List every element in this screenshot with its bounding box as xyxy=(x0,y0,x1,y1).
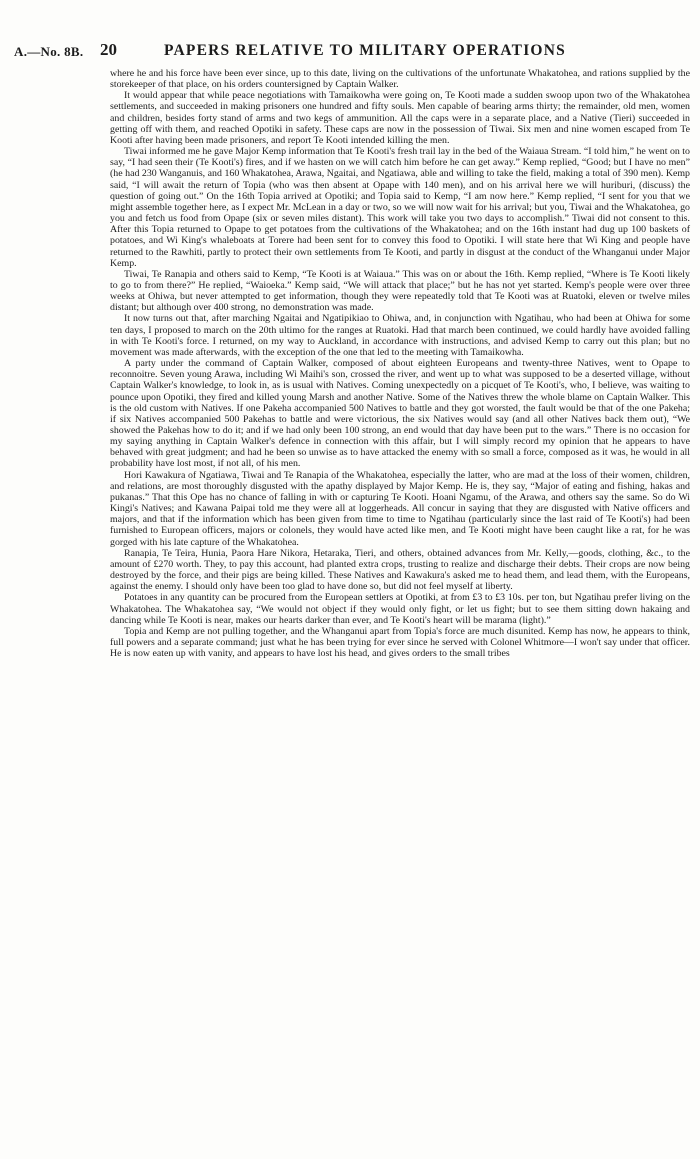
page-number: 20 xyxy=(100,40,117,59)
page-header xyxy=(14,42,690,62)
paragraph: It would appear that while peace negotiations with Tamaikowha were going on, Te Kooti made a sudden swoop upon two of the Whakatohea settlements, and succeeded in making prisoners one hundred and fifty souls. Men capable of bearing arms thirty; the remainder, old men, women and children, besides forty stand of arms and two kegs of ammunition. All the caps were in a separate place, and a Native (Tieri) succeeded in getting off with them, and reached Opotiki in safety. These caps are now in the possession of Tiwai. Six men and nine women escaped from Te Kooti after having been made prisoners, and report Te Kooti intended killing the men. xyxy=(110,90,690,146)
paragraph: Hori Kawakura of Ngatiawa, Tiwai and Te Ranapia of the Whakatohea, especially the latter, who are mad at the loss of their women, children, and relations, are most thoroughly disgusted with the apathy displayed by Major Kemp. He is, they say, “Major of eating and fishing, hakas and pukanas.” That this Ope has no chance of falling in with or capturing Te Kooti. Hoani Ngamu, of the Arawa, and others say the same. So do Wi Kingi's Natives; and Kawana Paipai told me they were all at loggerheads. All concur in saying that they are disgusted with Native officers and majors, and that if the information which has been given from time to time to Ngatihau (particularly since the last raid of Te Kooti's) had been furnished to European officers, majors or colonels, they would have acted like men, and Te Kooti might have been caught like a rat, for he was gorged with his late capture of the Whakatohea. xyxy=(110,469,690,548)
paragraph: Potatoes in any quantity can be procured from the European settlers at Opotiki, at from £3 to £3 10s. per ton, but Ngatihau prefer living on the Whakatohea. The Whakatohea say, “We would not object if they would only fight, or let us fight; but to see them sitting down hakaing and dancing while Te Kooti is near, makes our hearts darker than ever, and Te Kooti's heart will be marama (light).” xyxy=(110,592,690,626)
paragraph: A party under the command of Captain Walker, composed of about eighteen Europeans and twenty-three Natives, went to Opape to reconnoitre. Seven young Arawa, including Wi Maihi's son, crossed the river, and went up to what was supposed to be a deserted village, without Captain Walker's knowledge, to look in, as is usual with Natives. Coming unexpectedly on a picquet of Te Kooti's, who, I believe, was waiting to pounce upon Opotiki, they fired and killed young Marsh and another Native. Some of the Natives threw the whole blame on Captain Walker. This is the old custom with Natives. If one Pakeha accompanied 500 Natives to battle and they got worsted, the fault would be that of the one Pakeha; if six Natives accompanied 500 Pakehas to battle and were victorious, the six Natives would say (and all other Natives back them out), “We showed the Pakehas how to do it; and if we had only been 100 strong, an end would that day have been put to the wars.” There is no occasion for my saying anything in Captain Walker's defence in connection with this affair, but I will simply record my opinion that he appears to have behaved with great judgment; and had he been so unwise as to have attacked the enemy with so small a force, composed as it was, he would in all probability have lost most, if not all, of his men. xyxy=(110,358,690,470)
paragraph: Tiwai informed me he gave Major Kemp information that Te Kooti's fresh trail lay in the bed of the Waiaua Stream. “I told him,” he went on to say, “I had seen their (Te Kooti's) fires, and if we hasten on we will catch him before he can get away.” Kemp replied, “Good; but I have no men” (he had 230 Wanganuis, and 160 Whakatohea, Arawa, Ngaitai, and Ngatiawa, able and willing to take the field, making a total of 390 men). Kemp said, “I will await the return of Topia (who was then absent at Opape with 140 men), and on his arrival here we will huriburi, (discuss) the question of going out.” On the 16th Topia arrived at Opotiki; and Topia said to Kemp, “I am now here.” Kemp replied, “I sent for you that we might assemble together here, as I expect Mr. McLean in a day or two, so we will now wait for his arrival; but you, Tiwai and the Whakatohea, go you and fetch us food from Opape (six or seven miles distant). This work will take you two days to accomplish.” Tiwai did not consent to this. After this Topia returned to Opape to get potatoes from the cultivations of the Whakatohea; and on the 16th instant had dug up 100 baskets of potatoes, and Wi King's whaleboats at Torere had been sent for to convey this food to Opotiki. I will state here that Wi King and people have returned to the Rawhiti, partly to protect their own settlements from Te Kooti, and partly in disgust at the conduct of the Whanganui under Major Kemp. xyxy=(110,146,690,269)
paragraph: Topia and Kemp are not pulling together, and the Whanganui apart from Topia's force are much disunited. Kemp has now, he appears to think, full powers and a separate command; just what he has been trying for ever since he served with Colonel Whitmore—I won't say under that officer. He is now eaten up with vanity, and appears to have lost his head, and gives orders to the small tribes xyxy=(110,625,690,660)
document-body xyxy=(110,68,690,659)
paragraph: where he and his force have been ever since, up to this date, living on the cultivations of the unfortunate Whakatohea, and rations supplied by the storekeeper of that place, on his orders countersigned by Captain Walker. xyxy=(110,68,690,91)
document-reference: A.—No. 8B. xyxy=(14,44,84,59)
paragraph: It now turns out that, after marching Ngaitai and Ngatipikiao to Ohiwa, and, in conjunction with Ngatihau, who had been at Ohiwa for some ten days, I proposed to march on the 20th ultimo for the ranges at Ruatoki. Had that march been continued, we could hardly have avoided falling in with Te Kooti's force. I returned, on my way to Auckland, in accordance with instructions, and advised Kemp to carry out this plan; but no movement was made afterwards, with the exception of the one that led to the meeting with Tamaikowha. xyxy=(110,313,690,358)
page-title: PAPERS RELATIVE TO MILITARY OPERATIONS xyxy=(164,42,566,59)
paragraph: Tiwai, Te Ranapia and others said to Kemp, “Te Kooti is at Waiaua.” This was on or about the 16th. Kemp replied, “Where is Te Kooti likely to go to from there?” He replied, “Waioeka.” Kemp said, “We will attack that place;” but he has not yet started. Kemp's people were over three weeks at Ohiwa, but never attempted to get information, though they were repeatedly told that Te Kooti was at Ruatoki, eleven or twelve miles distant; but although over 400 strong, no demonstration was made. xyxy=(110,268,690,314)
paragraph: Ranapia, Te Teira, Hunia, Paora Hare Nikora, Hetaraka, Tieri, and others, obtained advances from Mr. Kelly,—goods, clothing, &c., to the amount of £270 worth. They, to pay this account, had planted extra crops, trusting to realize and discharge their debts. Their crops are now being destroyed by the force, and their pigs are being killed. These Natives and Kawakura's asked me to head them, and lead them, with the Europeans, against the enemy. I should only have been too glad to have done so, but did not feel myself at liberty. xyxy=(110,547,690,593)
